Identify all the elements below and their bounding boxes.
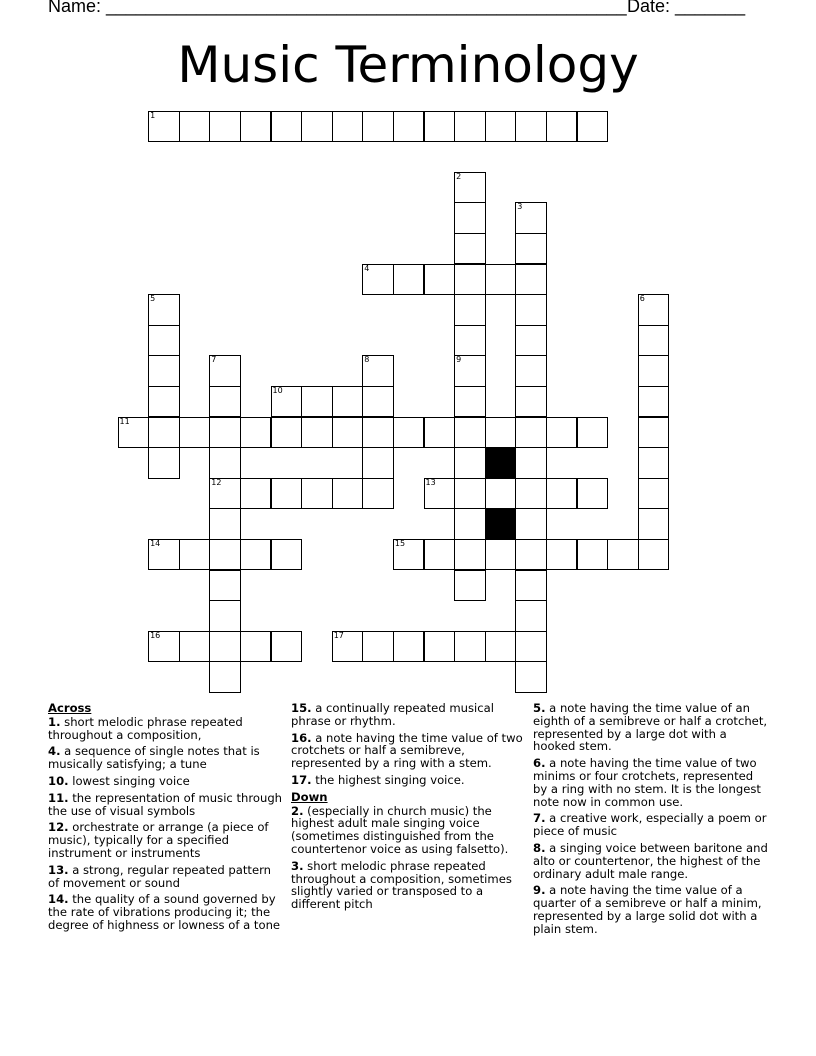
clue-item <box>533 757 769 808</box>
grid-cell[interactable] <box>515 264 547 296</box>
grid-cell[interactable] <box>515 478 547 510</box>
grid-cell[interactable] <box>454 111 486 143</box>
grid-cell[interactable] <box>362 111 394 143</box>
grid-cell[interactable] <box>485 417 517 449</box>
clue-number: 11 <box>119 416 130 426</box>
grid-cell[interactable] <box>271 111 303 143</box>
grid-cell[interactable] <box>209 508 241 540</box>
grid-cell[interactable] <box>607 539 639 571</box>
grid-cell[interactable] <box>240 417 272 449</box>
grid-cell[interactable] <box>515 417 547 449</box>
grid-cell[interactable] <box>393 539 425 571</box>
clue-item-text: a creative work, especially a poem or piece of music <box>533 811 767 839</box>
clue-item-number: 9. <box>533 883 546 898</box>
name-field[interactable]: Name: ____________________________________________________ <box>48 0 627 16</box>
clue-number: 14 <box>150 538 161 548</box>
grid-cell[interactable] <box>148 325 180 357</box>
grid-cell[interactable] <box>638 417 670 449</box>
clue-number: 10 <box>272 385 283 395</box>
grid-cell[interactable] <box>424 478 456 510</box>
grid-cell[interactable] <box>454 508 486 540</box>
grid-cell[interactable] <box>638 447 670 479</box>
grid-cell[interactable] <box>638 508 670 540</box>
grid-cell[interactable] <box>454 631 486 663</box>
grid-cell[interactable] <box>362 478 394 510</box>
grid-cell[interactable] <box>485 111 517 143</box>
grid-cell[interactable] <box>546 478 578 510</box>
grid-cell[interactable] <box>209 661 241 693</box>
grid-cell[interactable] <box>515 386 547 418</box>
clue-item <box>291 774 523 787</box>
grid-cell[interactable] <box>209 111 241 143</box>
grid-cell[interactable] <box>515 600 547 632</box>
clue-item-text: a sequence of single notes that is musically satisfying; a tune <box>48 744 260 772</box>
clue-number: 9 <box>456 355 462 365</box>
grid-cell[interactable] <box>454 264 486 296</box>
grid-cell[interactable] <box>332 417 364 449</box>
grid-cell[interactable] <box>362 264 394 296</box>
clue-number: 2 <box>456 171 462 181</box>
clue-item <box>533 702 769 753</box>
clue-item-number: 8. <box>533 840 546 855</box>
grid-cell[interactable] <box>546 417 578 449</box>
grid-cell[interactable] <box>638 325 670 357</box>
clue-number: 12 <box>211 477 222 487</box>
grid-cell[interactable] <box>240 478 272 510</box>
grid-cell[interactable] <box>515 294 547 326</box>
clue-item-number: 4. <box>48 744 61 759</box>
grid-cell[interactable] <box>393 631 425 663</box>
clue-item-number: 3. <box>291 858 304 873</box>
clue-column-1 <box>48 702 284 936</box>
grid-cell[interactable] <box>454 539 486 571</box>
grid-cell[interactable] <box>148 447 180 479</box>
grid-cell[interactable] <box>362 355 394 387</box>
across-heading: Across <box>48 701 92 715</box>
grid-cell[interactable] <box>148 539 180 571</box>
grid-cell[interactable] <box>209 600 241 632</box>
grid-cell[interactable] <box>424 631 456 663</box>
clue-item-text: short melodic phrase repeated throughout a composition, <box>48 714 243 742</box>
grid-cell[interactable] <box>209 539 241 571</box>
clue-item-text: orchestrate or arrange (a piece of music), typically for a specified instrument or instruments <box>48 820 269 860</box>
grid-cell[interactable] <box>454 355 486 387</box>
clue-item <box>291 860 523 911</box>
clue-item <box>48 864 284 890</box>
grid-cell[interactable] <box>638 539 670 571</box>
clue-item-number: 16. <box>291 730 312 745</box>
grid-cell[interactable] <box>638 478 670 510</box>
grid-cell[interactable] <box>118 417 150 449</box>
clue-item-text: a strong, regular repeated pattern of movement or sound <box>48 862 271 890</box>
clue-number: 13 <box>425 477 436 487</box>
grid-cell[interactable] <box>485 631 517 663</box>
grid-cell[interactable] <box>454 325 486 357</box>
clue-item-text: a singing voice between baritone and alto or countertenor, the highest of the ordinary adult male range. <box>533 840 768 881</box>
grid-cell[interactable] <box>577 478 609 510</box>
clue-item-number: 14. <box>48 892 69 907</box>
grid-cell[interactable] <box>485 264 517 296</box>
grid-cell[interactable] <box>209 570 241 602</box>
grid-cell[interactable] <box>424 539 456 571</box>
grid-cell[interactable] <box>362 447 394 479</box>
clue-item <box>291 732 523 770</box>
clue-number: 15 <box>394 538 406 548</box>
clue-item-text: a note having the time value of an eighth of a semibreve or half a crotchet, represented by a large dot with a hooked stem. <box>533 701 768 754</box>
grid-cell[interactable] <box>454 294 486 326</box>
grid-cell[interactable] <box>515 508 547 540</box>
grid-cell[interactable] <box>148 294 180 326</box>
clue-item-number: 17. <box>291 772 312 787</box>
grid-cell[interactable] <box>271 539 303 571</box>
clue-number: 17 <box>333 630 344 640</box>
grid-cell[interactable] <box>209 478 241 510</box>
clue-item-text: lowest singing voice <box>68 773 190 788</box>
grid-cell[interactable] <box>638 355 670 387</box>
grid-cell[interactable] <box>271 478 303 510</box>
clue-item-text: the quality of a sound governed by the rate of vibrations producing it; the degree of highness or lowness of a tone <box>48 892 281 932</box>
clue-item-number: 11. <box>48 790 69 805</box>
grid-cell[interactable] <box>271 386 303 418</box>
grid-cell[interactable] <box>515 111 547 143</box>
clue-column-3 <box>533 702 769 940</box>
clue-item <box>48 792 284 818</box>
grid-cell[interactable] <box>577 539 609 571</box>
grid-cell[interactable] <box>424 417 456 449</box>
down-clue-list-continued <box>533 702 769 936</box>
grid-cell[interactable] <box>240 539 272 571</box>
grid-cell[interactable] <box>362 386 394 418</box>
clue-number: 5 <box>150 294 156 304</box>
grid-cell[interactable] <box>332 478 364 510</box>
grid-cell[interactable] <box>485 539 517 571</box>
grid-cell[interactable] <box>454 386 486 418</box>
grid-cell[interactable] <box>240 111 272 143</box>
grid-cell[interactable] <box>515 233 547 265</box>
grid-cell[interactable] <box>209 631 241 663</box>
grid-cell[interactable] <box>546 539 578 571</box>
clue-number: 8 <box>364 355 370 365</box>
clue-item <box>48 745 284 771</box>
grid-cell[interactable] <box>179 111 211 143</box>
grid-cell[interactable] <box>148 111 180 143</box>
clue-item-number: 13. <box>48 862 69 877</box>
grid-cell[interactable] <box>332 111 364 143</box>
grid-cell[interactable] <box>301 386 333 418</box>
down-heading: Down <box>291 789 328 804</box>
grid-cell[interactable] <box>148 355 180 387</box>
date-field[interactable]: Date: _______ <box>627 0 746 16</box>
grid-cell[interactable] <box>485 478 517 510</box>
grid-cell[interactable] <box>454 172 486 204</box>
grid-cell[interactable] <box>209 386 241 418</box>
grid-cell[interactable] <box>546 111 578 143</box>
grid-cell[interactable] <box>515 447 547 479</box>
grid-cell[interactable] <box>271 417 303 449</box>
grid-cell[interactable] <box>301 417 333 449</box>
blocked-cell <box>485 447 517 479</box>
grid-cell[interactable] <box>577 417 609 449</box>
clue-item-number: 5. <box>533 701 546 715</box>
across-clue-list <box>48 716 284 932</box>
clue-item-number: 2. <box>291 803 304 818</box>
clue-number: 16 <box>150 630 161 640</box>
grid-cell[interactable] <box>362 631 394 663</box>
clue-number: 3 <box>517 202 523 212</box>
across-clue-list-continued <box>291 702 523 787</box>
grid-cell[interactable] <box>454 233 486 265</box>
clue-column-2 <box>291 702 523 915</box>
grid-cell[interactable] <box>393 264 425 296</box>
clue-item-number: 15. <box>291 701 312 715</box>
clue-item-number: 12. <box>48 820 69 835</box>
clue-item-text: a note having the time value of two crotchets or half a semibreve, represented by a ring with a stem. <box>291 730 523 771</box>
grid-cell[interactable] <box>179 631 211 663</box>
grid-cell[interactable] <box>515 325 547 357</box>
clue-item <box>533 884 769 935</box>
grid-cell[interactable] <box>332 631 364 663</box>
grid-cell[interactable] <box>515 539 547 571</box>
grid-cell[interactable] <box>148 417 180 449</box>
clue-item <box>533 842 769 880</box>
grid-cell[interactable] <box>148 386 180 418</box>
grid-cell[interactable] <box>454 447 486 479</box>
down-clue-list <box>291 805 523 911</box>
grid-cell[interactable] <box>515 355 547 387</box>
grid-cell[interactable] <box>209 355 241 387</box>
grid-cell[interactable] <box>148 631 180 663</box>
clue-item <box>48 821 284 859</box>
clue-item <box>291 805 523 856</box>
clue-item <box>48 893 284 931</box>
grid-cell[interactable] <box>638 294 670 326</box>
grid-cell[interactable] <box>515 202 547 234</box>
grid-cell[interactable] <box>301 478 333 510</box>
grid-cell[interactable] <box>515 570 547 602</box>
grid-cell[interactable] <box>393 417 425 449</box>
grid-cell[interactable] <box>638 386 670 418</box>
grid-cell[interactable] <box>179 539 211 571</box>
grid-cell[interactable] <box>271 631 303 663</box>
clue-number: 4 <box>364 263 370 273</box>
grid-cell[interactable] <box>577 111 609 143</box>
grid-cell[interactable] <box>424 264 456 296</box>
clue-item <box>48 775 284 788</box>
clue-item-text: a note having the time value of two minims or four crotchets, represented by a ring with no stem. It is the longest note now in common use. <box>533 756 761 809</box>
clue-item-text: a note having the time value of a quarter of a semibreve or half a minim, represented by a large solid dot with a plain stem. <box>533 883 762 936</box>
clue-item-text: a continually repeated musical phrase or rhythm. <box>291 701 494 728</box>
grid-cell[interactable] <box>515 631 547 663</box>
clue-item-text: the representation of music through the use of visual symbols <box>48 790 283 818</box>
clue-item-number: 6. <box>533 756 546 771</box>
clue-item-text: (especially in church music) the highest adult male singing voice (sometimes distinguished from the countertenor voice as using falsetto). <box>291 803 509 856</box>
clue-item-number: 10. <box>48 773 69 788</box>
blocked-cell <box>485 508 517 540</box>
clue-item <box>48 716 284 742</box>
clue-item-number: 1. <box>48 714 61 729</box>
grid-cell[interactable] <box>393 111 425 143</box>
grid-cell[interactable] <box>362 417 394 449</box>
grid-cell[interactable] <box>240 631 272 663</box>
grid-cell[interactable] <box>454 570 486 602</box>
clue-number: 7 <box>211 355 217 365</box>
page-title: Music Terminology <box>177 36 639 94</box>
clue-item-number: 7. <box>533 811 546 826</box>
grid-cell[interactable] <box>179 417 211 449</box>
grid-cell[interactable] <box>454 478 486 510</box>
clue-number: 6 <box>639 294 645 304</box>
grid-cell[interactable] <box>454 202 486 234</box>
clue-item <box>533 812 769 838</box>
clue-item <box>291 702 523 728</box>
grid-cell[interactable] <box>454 417 486 449</box>
grid-cell[interactable] <box>209 417 241 449</box>
grid-cell[interactable] <box>301 111 333 143</box>
grid-cell[interactable] <box>209 447 241 479</box>
grid-cell[interactable] <box>515 661 547 693</box>
grid-cell[interactable] <box>332 386 364 418</box>
clue-number: 1 <box>150 110 156 120</box>
clue-item-text: short melodic phrase repeated throughout a composition, sometimes slightly varied or transposed to a different pitch <box>291 858 512 912</box>
clue-item-text: the highest singing voice. <box>311 772 465 787</box>
grid-cell[interactable] <box>424 111 456 143</box>
